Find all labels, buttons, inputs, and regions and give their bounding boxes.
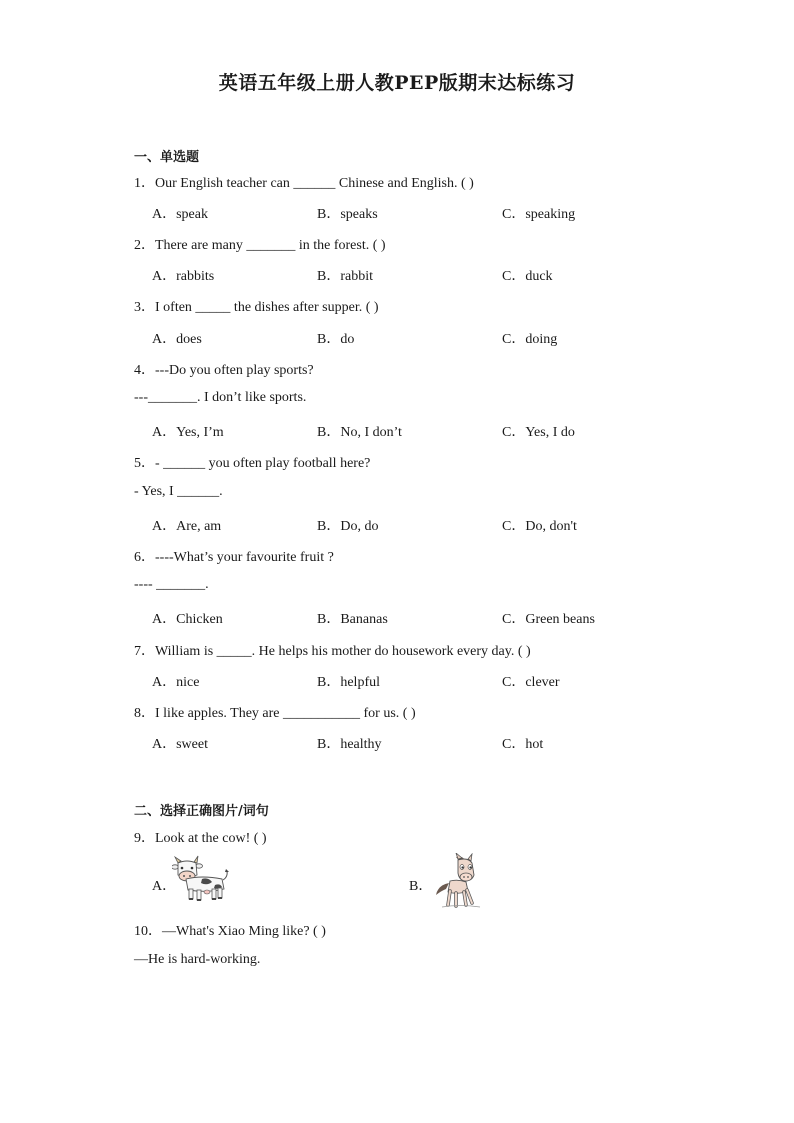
question-10: 10．—What's Xiao Ming like? ( )	[134, 924, 326, 939]
question-10-answer-line: —He is hard-working.	[134, 952, 261, 967]
q8-option-a[interactable]: A．sweet	[152, 737, 208, 752]
q6-option-c[interactable]: C．Green beans	[502, 612, 595, 627]
question-5-answer-line: - Yes, I ______.	[134, 484, 223, 499]
cow-image	[172, 855, 230, 903]
horse-image	[432, 853, 490, 909]
q5-option-b[interactable]: B．Do, do	[317, 519, 379, 534]
section-heading-choose-picture: 二、选择正确图片/词句	[134, 804, 269, 819]
q1-option-b[interactable]: B．speaks	[317, 207, 378, 222]
q3-option-b[interactable]: B．do	[317, 332, 355, 347]
question-8: 8．I like apples. They are ___________ for us. ( )	[134, 706, 416, 721]
question-1: 1．Our English teacher can ______ Chinese and English. ( )	[134, 176, 474, 191]
q2-option-a[interactable]: A．rabbits	[152, 269, 215, 284]
page-title: 英语五年级上册人教PEP版期末达标练习	[218, 72, 576, 94]
q3-option-a[interactable]: A．does	[152, 332, 202, 347]
q9-option-a[interactable]: A．	[152, 879, 177, 894]
q4-option-b[interactable]: B．No, I don’t	[317, 425, 402, 440]
question-9: 9．Look at the cow! ( )	[134, 831, 267, 846]
q4-option-c[interactable]: C．Yes, I do	[502, 425, 575, 440]
q1-option-a[interactable]: A．speak	[152, 207, 208, 222]
question-7: 7．William is _____. He helps his mother do housework every day. ( )	[134, 644, 531, 659]
question-4: 4．---Do you often play sports?	[134, 363, 314, 378]
q5-option-c[interactable]: C．Do, don't	[502, 519, 577, 534]
q7-option-b[interactable]: B．helpful	[317, 675, 380, 690]
q5-option-a[interactable]: A．Are, am	[152, 519, 222, 534]
q2-option-c[interactable]: C．duck	[502, 269, 553, 284]
question-2: 2．There are many _______ in the forest. ( )	[134, 238, 386, 253]
q8-option-b[interactable]: B．healthy	[317, 737, 382, 752]
q7-option-c[interactable]: C．clever	[502, 675, 560, 690]
q2-option-b[interactable]: B．rabbit	[317, 269, 373, 284]
q3-option-c[interactable]: C．doing	[502, 332, 558, 347]
q6-option-b[interactable]: B．Bananas	[317, 612, 388, 627]
q9-option-b[interactable]: B．	[409, 879, 433, 894]
question-6-answer-line: ---- _______.	[134, 577, 209, 592]
q6-option-a[interactable]: A．Chicken	[152, 612, 223, 627]
question-5: 5．- ______ you often play football here?	[134, 456, 371, 471]
question-4-answer-line: ---_______. I don’t like sports.	[134, 390, 307, 405]
question-6: 6．----What’s your favourite fruit ?	[134, 550, 334, 565]
q1-option-c[interactable]: C．speaking	[502, 207, 576, 222]
question-3: 3．I often _____ the dishes after supper. ( )	[134, 300, 379, 315]
q8-option-c[interactable]: C．hot	[502, 737, 544, 752]
q7-option-a[interactable]: A．nice	[152, 675, 200, 690]
q4-option-a[interactable]: A．Yes, I’m	[152, 425, 224, 440]
section-heading-single-choice: 一、单选题	[134, 150, 200, 165]
